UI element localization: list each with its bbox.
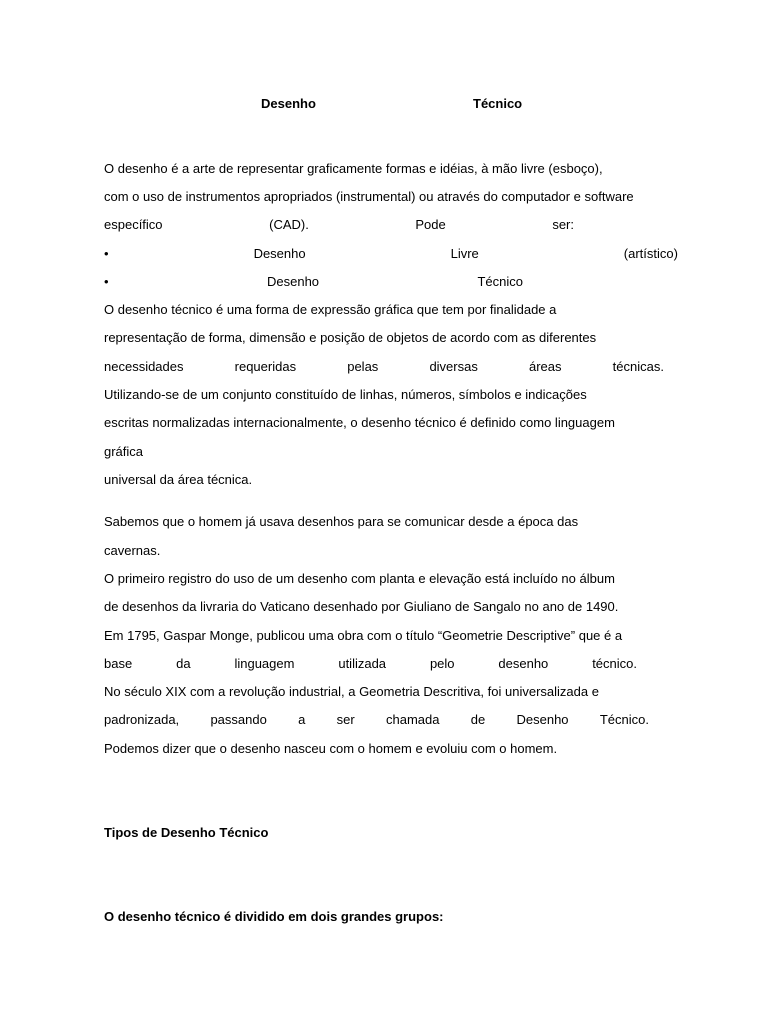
history-word: base <box>104 656 133 671</box>
definition-line-3 <box>104 357 664 377</box>
bullet-item-desenho-livre <box>104 244 678 264</box>
definition-line-1: O desenho técnico é uma forma de expressão gráfica que tem por finalidade a <box>104 302 557 317</box>
history-word: de <box>470 712 486 727</box>
history-word: Desenho <box>516 712 569 727</box>
bullet-word: Desenho <box>266 274 320 289</box>
definition-word: requeridas <box>234 359 297 374</box>
bullet-icon: • <box>104 246 109 261</box>
intro-line-3 <box>104 215 574 235</box>
definition-line-6: gráfica <box>104 444 144 459</box>
history-line-9: Podemos dizer que o desenho nasceu com o homem e evoluiu com o homem. <box>104 741 558 756</box>
history-line-2: cavernas. <box>104 543 161 558</box>
history-line-4: de desenhos da livraria do Vaticano desenhado por Giuliano de Sangalo no ano de 1490. <box>104 599 619 614</box>
history-word: a <box>298 712 306 727</box>
history-word: linguagem <box>234 656 295 671</box>
history-line-6 <box>104 654 637 674</box>
definition-word: áreas <box>529 359 562 374</box>
intro-line-1 <box>104 159 678 179</box>
title-word-desenho: Desenho <box>261 96 316 111</box>
history-word: padronizada, <box>104 712 180 727</box>
bullet-word: Livre <box>450 246 479 261</box>
definition-line-2: representação de forma, dimensão e posição de objetos de acordo com as diferentes <box>104 330 597 345</box>
definition-word: diversas <box>429 359 478 374</box>
history-word: desenho <box>498 656 549 671</box>
definition-line-4: Utilizando-se de um conjunto constituído de linhas, números, símbolos e indicações <box>104 387 587 402</box>
history-line-1: Sabemos que o homem já usava desenhos para se comunicar desde a época das <box>104 514 579 529</box>
bullet-word: Desenho <box>253 246 306 261</box>
history-line-7: No século XIX com a revolução industrial, a Geometria Descritiva, foi universalizada e <box>104 684 599 699</box>
history-line-8 <box>104 710 649 730</box>
history-word: técnico. <box>592 656 637 671</box>
definition-word: necessidades <box>104 359 184 374</box>
intro-line-2: com o uso de instrumentos apropriados (instrumental) ou através do computador e software <box>104 189 634 204</box>
history-line-5: Em 1795, Gaspar Monge, publicou uma obra com o título “Geometrie Descriptive” que é a <box>104 628 623 643</box>
intro-word: (CAD). <box>269 217 309 232</box>
bullet-icon: • <box>104 274 109 289</box>
history-word: ser <box>336 712 355 727</box>
bullet-word: Técnico <box>477 274 523 289</box>
history-word: Técnico. <box>599 712 649 727</box>
definition-word: pelas <box>347 359 379 374</box>
intro-line-1-text: O desenho é a arte de representar graficamente formas e idéias, à mão livre (esboço), <box>104 161 603 176</box>
intro-word: Pode <box>415 217 446 232</box>
history-word: pelo <box>429 656 455 671</box>
intro-word: ser: <box>552 217 574 232</box>
groups-heading: O desenho técnico é dividido em dois grandes grupos: <box>104 909 444 924</box>
history-line-3: O primeiro registro do uso de um desenho com planta e elevação está incluído no álbum <box>104 571 615 586</box>
intro-word: específico <box>104 217 163 232</box>
section-heading: Tipos de Desenho Técnico <box>104 825 269 840</box>
history-word: passando <box>210 712 267 727</box>
definition-line-7: universal da área técnica. <box>104 472 253 487</box>
bullet-word: (artístico) <box>623 246 678 261</box>
title-word-tecnico: Técnico <box>473 96 523 111</box>
definition-word: técnicas. <box>612 359 664 374</box>
definition-line-5: escritas normalizadas internacionalmente, o desenho técnico é definido como linguagem <box>104 415 615 430</box>
bullet-item-desenho-tecnico <box>104 272 523 292</box>
history-word: da <box>176 656 191 671</box>
history-word: chamada <box>385 712 440 727</box>
history-word: utilizada <box>338 656 387 671</box>
